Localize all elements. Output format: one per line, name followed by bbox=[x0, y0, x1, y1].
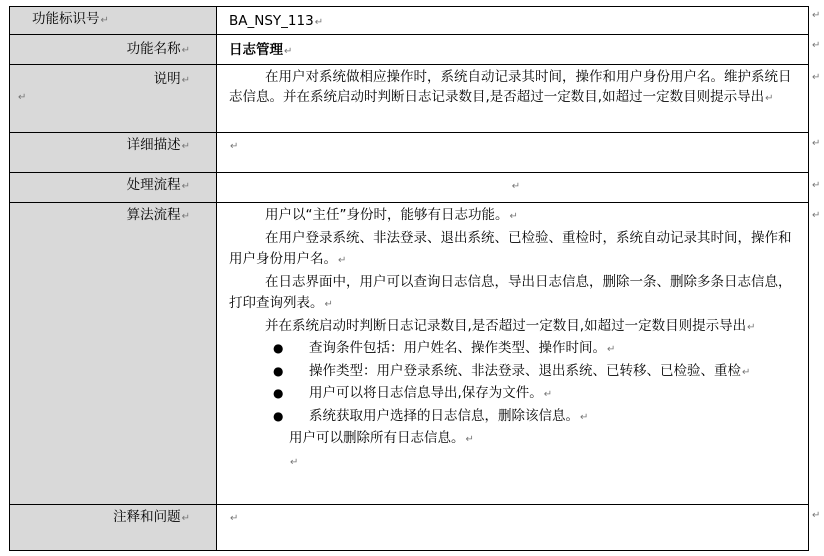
value-function-id bbox=[217, 7, 809, 35]
paragraph-mark-icon: ↵ bbox=[509, 211, 518, 222]
row-notes bbox=[10, 505, 809, 551]
row-algorithm bbox=[10, 203, 809, 505]
paragraph-mark-icon: ↵ bbox=[580, 411, 589, 423]
value-detail bbox=[217, 133, 809, 173]
paragraph-mark-icon: ↵ bbox=[511, 181, 521, 192]
paragraph-mark-icon: ↵ bbox=[324, 299, 333, 310]
algorithm-paragraph bbox=[229, 228, 802, 272]
row-end-mark-icon: ↵ bbox=[812, 138, 821, 149]
row-end-mark-icon: ↵ bbox=[812, 510, 821, 521]
bullet-text: 查询条件包括：用户姓名、操作类型、操作时间。 bbox=[309, 340, 606, 356]
label-algorithm bbox=[10, 203, 217, 505]
label-text: 说明 bbox=[153, 71, 181, 87]
paragraph-mark-icon: ↵ bbox=[747, 321, 756, 333]
list-item bbox=[229, 383, 802, 406]
description-text: 在用户对系统做相应操作时，系统自动记录其时间，操作和用户身份用户名。维护系统日志信息。并在系统启动时判断日志记录数目,是否超过一定数目,如超过一定数目则提示导出 bbox=[229, 69, 792, 105]
row-end-mark-icon: ↵ bbox=[812, 180, 821, 191]
label-text: 功能标识号 bbox=[32, 11, 100, 27]
value-text: 日志管理 bbox=[229, 42, 283, 58]
algorithm-paragraph bbox=[229, 272, 802, 316]
list-item bbox=[229, 361, 802, 384]
paragraph-mark-icon: ↵ bbox=[181, 513, 190, 524]
algorithm-paragraph bbox=[229, 205, 802, 228]
paragraph-mark-icon: ↵ bbox=[290, 456, 299, 468]
label-text: 处理流程 bbox=[126, 177, 181, 193]
algorithm-tail-paragraph bbox=[229, 428, 802, 451]
algorithm-text: 并在系统启动时判断日志记录数目,是否超过一定数目,如超过一定数目则提示导出 bbox=[265, 317, 747, 334]
row-function-id bbox=[10, 7, 809, 35]
paragraph-mark-icon: ↵ bbox=[181, 181, 190, 192]
label-function-id bbox=[10, 7, 217, 35]
value-description bbox=[217, 65, 809, 133]
paragraph-mark-icon: ↵ bbox=[765, 93, 774, 104]
bullet-text: 系统获取用户选择的日志信息，删除该信息。 bbox=[309, 407, 579, 424]
algorithm-text: 在日志界面中，用户可以查询日志信息，导出日志信息，删除一条、删除多条日志信息，打印查询列表。 bbox=[229, 273, 792, 311]
label-notes bbox=[10, 505, 217, 551]
paragraph-mark-icon: ↵ bbox=[100, 15, 109, 26]
row-function-name bbox=[10, 35, 809, 65]
value-notes bbox=[217, 505, 809, 551]
row-end-mark-icon: ↵ bbox=[812, 10, 821, 21]
paragraph-mark-icon: ↵ bbox=[230, 141, 239, 152]
algorithm-bullet-list bbox=[229, 338, 802, 428]
value-function-name bbox=[217, 35, 809, 65]
label-text: 功能名称 bbox=[126, 41, 181, 57]
paragraph-mark-icon: ↵ bbox=[181, 45, 190, 56]
paragraph-mark-icon: ↵ bbox=[230, 513, 239, 524]
label-description bbox=[10, 65, 217, 133]
row-end-mark-icon: ↵ bbox=[812, 40, 821, 51]
label-detail bbox=[10, 133, 217, 173]
bullet-text: 用户可以将日志信息导出,保存为文件。 bbox=[309, 385, 543, 401]
list-item bbox=[229, 338, 802, 361]
paragraph-mark-icon: ↵ bbox=[465, 434, 474, 445]
algorithm-tail-text: 用户可以删除所有日志信息。 bbox=[289, 430, 465, 446]
label-text: 详细描述 bbox=[126, 137, 181, 153]
row-end-mark-icon: ↵ bbox=[812, 210, 821, 221]
description-paragraph bbox=[229, 67, 802, 109]
paragraph-mark-icon: ↵ bbox=[607, 344, 616, 355]
row-detail bbox=[10, 133, 809, 173]
paragraph-mark-icon: ↵ bbox=[284, 46, 293, 57]
paragraph-mark-icon: ↵ bbox=[314, 17, 324, 28]
paragraph-mark-icon: ↵ bbox=[181, 75, 190, 86]
paragraph-mark-icon: ↵ bbox=[338, 255, 347, 266]
value-algorithm bbox=[217, 203, 809, 505]
algorithm-text: 在用户登录系统、非法登录、退出系统、已检验、重检时，系统自动记录其时间，操作和用户身份用户名。 bbox=[229, 229, 792, 267]
bullet-text: 操作类型：用户登录系统、非法登录、退出系统、已转移、已检验、重检 bbox=[309, 362, 741, 379]
row-process-flow bbox=[10, 173, 809, 203]
paragraph-mark-icon: ↵ bbox=[181, 211, 190, 222]
algorithm-paragraph bbox=[229, 316, 802, 339]
cell-mark-icon: ↵ bbox=[18, 92, 27, 103]
value-text: BA_NSY_113 bbox=[229, 13, 314, 29]
paragraph-mark-icon: ↵ bbox=[543, 389, 553, 400]
label-function-name bbox=[10, 35, 217, 65]
paragraph-mark-icon: ↵ bbox=[742, 366, 751, 378]
label-text: 注释和问题 bbox=[113, 509, 181, 525]
value-process-flow bbox=[217, 173, 809, 203]
label-process-flow bbox=[10, 173, 217, 203]
function-spec-table bbox=[9, 6, 809, 551]
empty-paragraph bbox=[229, 451, 802, 474]
label-text: 算法流程 bbox=[126, 207, 181, 223]
paragraph-mark-icon: ↵ bbox=[181, 141, 190, 152]
row-description bbox=[10, 65, 809, 133]
row-end-mark-icon: ↵ bbox=[812, 72, 821, 83]
list-item bbox=[229, 406, 802, 429]
algorithm-text: 用户以“主任”身份时，能够有日志功能。 bbox=[265, 207, 509, 223]
